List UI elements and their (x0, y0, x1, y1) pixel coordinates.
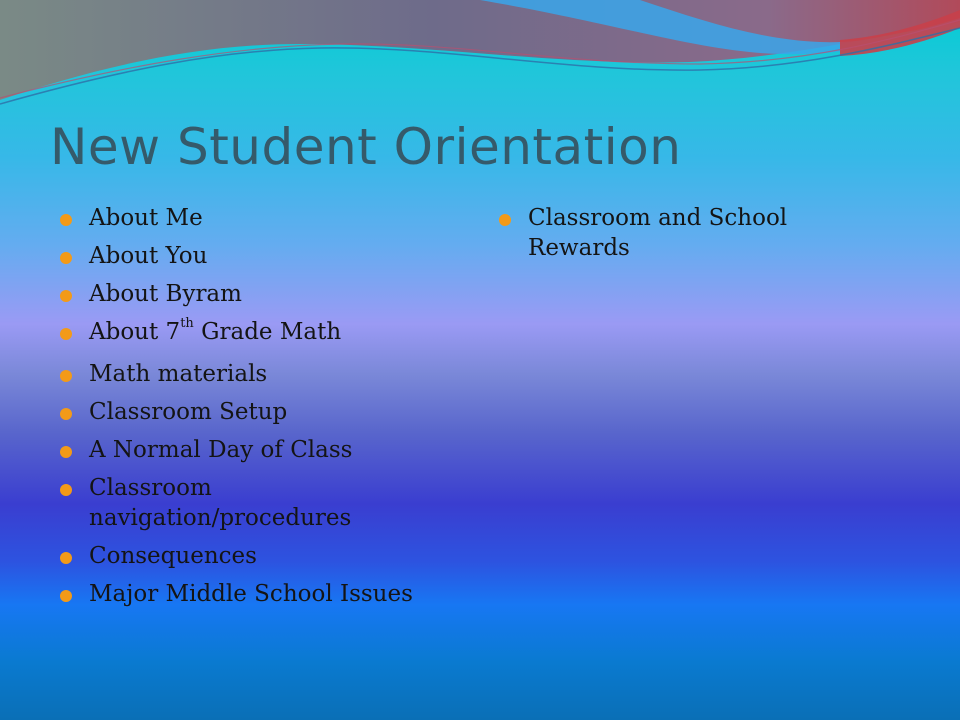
list-item: Major Middle School Issues (60, 579, 420, 609)
list-item: Math materials (60, 359, 420, 389)
list-item: Classroom and School Rewards (499, 203, 879, 263)
left-bullet-list (60, 203, 420, 617)
list-item (60, 317, 420, 351)
right-bullet-list (499, 203, 879, 271)
list-item: Consequences (60, 541, 420, 571)
list-item: A Normal Day of Class (60, 435, 420, 465)
superscript-suffix: th (180, 316, 194, 331)
list-item: About Byram (60, 279, 420, 309)
list-item: About You (60, 241, 420, 271)
slide-title: New Student Orientation (50, 118, 682, 176)
list-item: About Me (60, 203, 420, 233)
list-item: Classroom Setup (60, 397, 420, 427)
list-item: Classroom navigation/procedures (60, 473, 420, 533)
header-swoosh-decoration (0, 0, 960, 130)
list-item-text: About 7 (89, 319, 181, 345)
list-item-text: Grade Math (193, 319, 342, 345)
